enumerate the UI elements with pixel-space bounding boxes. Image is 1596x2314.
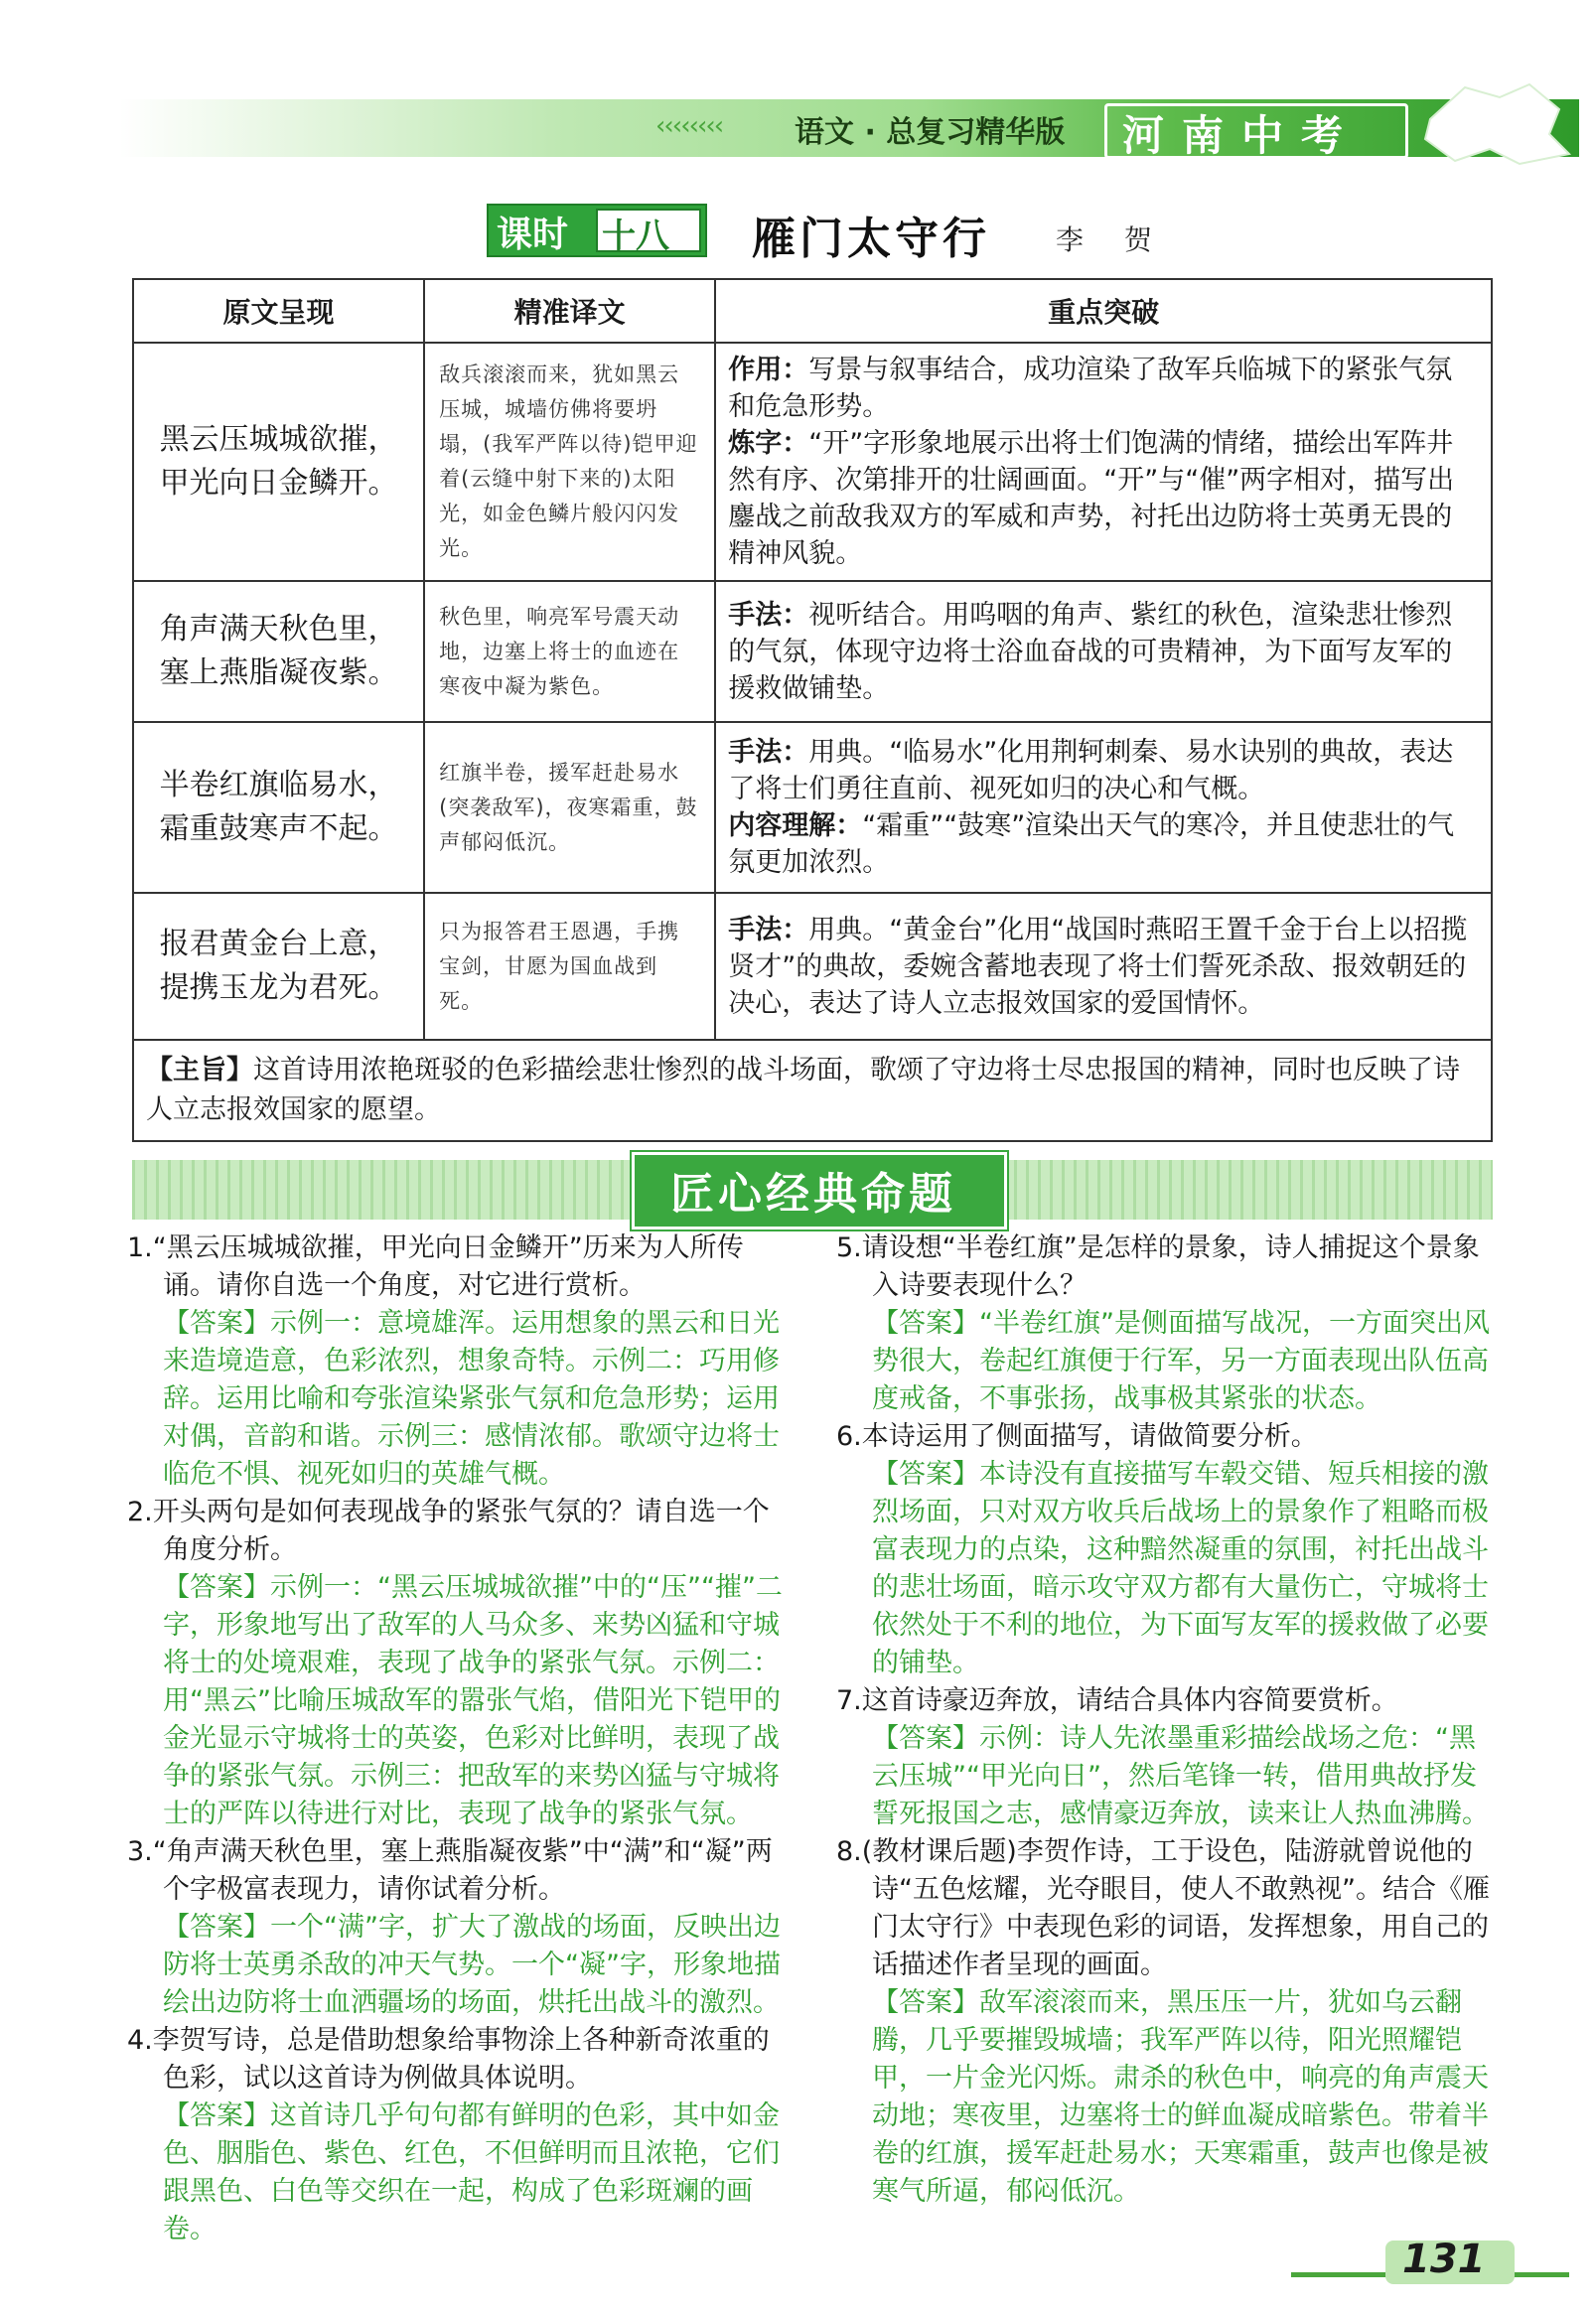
- theme-label: 【主旨】: [146, 1055, 253, 1085]
- question: [127, 1229, 783, 1305]
- table-row: [133, 581, 1492, 722]
- original-line: 黑云压城城欲摧，甲光向日金鳞开。: [133, 343, 424, 581]
- table-row: [133, 893, 1492, 1040]
- answer-tag: 【答案】: [872, 1459, 979, 1490]
- question-text: 李贺写诗，总是借助想象给事物涂上各种新奇浓重的色彩，试以这首诗为例做具体说明。: [152, 2025, 770, 2094]
- page-number: 131: [1402, 2237, 1486, 2282]
- answer: [872, 1305, 1497, 1418]
- question-number: 5.: [836, 1232, 862, 1263]
- answer-text: 这首诗几乎句句都有鲜明的色彩，其中如金色、胭脂色、紫色、红色，不但鲜明而且浓艳，它们跟黑色、白色等交织在一起，构成了色彩斑斓的画卷。: [163, 2100, 780, 2244]
- answer: [163, 1305, 783, 1494]
- question-number: 3.: [127, 1836, 153, 1867]
- point-text: “霜重”“鼓寒”渲染出天气的寒冷，并且使悲壮的气氛更加浓烈。: [728, 810, 1455, 878]
- question-number: 4.: [127, 2025, 153, 2056]
- poem-title: 雁门太守行: [752, 214, 990, 264]
- key-points: [715, 343, 1492, 581]
- answer-text: 示例一：“黑云压城城欲摧”中的“压”“摧”二字，形象地写出了敌军的人马众多、来势凶猛和守城将士的处境艰难，表现了战争的紧张气氛。示例二：用“黑云”比喻压城敌军的嚣张气焰，借阳光下铠甲的金光显示守城将士的英姿，色彩对比鲜明，表现了战争的紧张气氛。示例三：把敌军的来势凶猛与守城将士的严阵以待进行对比，表现了战争的紧张气氛。: [163, 1572, 783, 1829]
- table-row: [133, 722, 1492, 893]
- answer: [872, 1720, 1497, 1833]
- translation-text: 只为报答君王恩遇，手携宝剑，甘愿为国血战到死。: [424, 893, 715, 1040]
- key-points: [715, 581, 1492, 722]
- original-line: 半卷红旗临易水，霜重鼓寒声不起。: [133, 722, 424, 893]
- question: [836, 1682, 1497, 1720]
- series-title: 语文 · 总复习精华版: [795, 115, 1066, 150]
- section-title: 匠心经典命题: [670, 1169, 956, 1220]
- question-text: “黑云压城城欲摧，甲光向日金鳞开”历来为人所传诵。请你自选一个角度，对它进行赏析。: [152, 1232, 744, 1301]
- answer-text: 示例：诗人先浓墨重彩描绘战场之危：“黑云压城”“甲光向日”，然后笔锋一转，借用典故抒发誓死报国之志，感情豪迈奔放，读来让人热血沸腾。: [872, 1723, 1489, 1829]
- lesson-tag: 课时: [497, 215, 569, 255]
- answer-tag: 【答案】: [163, 2100, 270, 2131]
- original-line: 角声满天秋色里，塞上燕脂凝夜紫。: [133, 581, 424, 722]
- header-original: 原文呈现: [133, 279, 424, 343]
- answer-text: 敌军滚滚而来，黑压压一片，犹如乌云翻腾，几乎要摧毁城墙；我军严阵以待，阳光照耀铠甲，一片金光闪烁。肃杀的秋色中，响亮的角声震天动地；寒夜里，边塞将士的鲜血凝成暗紫色。带着半卷的红旗，援军赶赴易水；天寒霜重，鼓声也像是被寒气所逼，郁闷低沉。: [872, 1987, 1489, 2207]
- point-text: 用典。“临易水”化用荆轲刺秦、易水诀别的典故，表达了将士们勇往直前、视死如归的决心和气概。: [728, 737, 1454, 804]
- lesson-number: 十八: [602, 217, 669, 256]
- questions-right-column: [836, 1229, 1497, 2211]
- question-text: (教材课后题)李贺作诗，工于设色，陆游就曾说他的诗“五色炫耀，光夺眼目，使人不敢熟视”。结合《雁门太守行》中表现色彩的词语，发挥想象，用自己的话描述作者呈现的画面。: [861, 1836, 1490, 1980]
- answer: [163, 1909, 783, 2022]
- point-label: 内容理解：: [728, 810, 863, 841]
- questions-left-column: [127, 1229, 783, 2248]
- point-text: 视听结合。用呜咽的角声、紫红的秋色，渲染悲壮惨烈的气氛，体现守边将士浴血奋战的可贵精神，为下面写友军的援救做铺垫。: [728, 599, 1453, 704]
- question: [127, 1494, 783, 1569]
- header-key-points: 重点突破: [715, 279, 1492, 343]
- point-label: 作用：: [728, 355, 809, 385]
- answer: [163, 2097, 783, 2248]
- original-line: 报君黄金台上意，提携玉龙为君死。: [133, 893, 424, 1040]
- question-number: 6.: [836, 1421, 862, 1452]
- question-text: 开头两句是如何表现战争的紧张气氛的？请自选一个角度分析。: [152, 1497, 770, 1565]
- table-header-row: [133, 279, 1492, 343]
- answer-tag: 【答案】: [872, 1308, 979, 1339]
- translation-text: 敌兵滚滚而来，犹如黑云压城，城墙仿佛将要坍塌，(我军严阵以待)铠甲迎着(云缝中射下来的)太阳光，如金色鳞片般闪闪发光。: [424, 343, 715, 581]
- question-number: 2.: [127, 1497, 153, 1527]
- answer-tag: 【答案】: [163, 1308, 270, 1339]
- header-translation: 精准译文: [424, 279, 715, 343]
- question-text: 请设想“半卷红旗”是怎样的景象，诗人捕捉这个景象入诗要表现什么？: [861, 1232, 1480, 1301]
- answer-tag: 【答案】: [163, 1572, 270, 1603]
- question-text: 这首诗豪迈奔放，请结合具体内容简要赏析。: [861, 1685, 1398, 1716]
- answer-text: “半卷红旗”是侧面描写战况，一方面突出风势很大，卷起红旗便于行军，另一方面表现出队伍高度戒备，不事张扬，战事极其紧张的状态。: [872, 1308, 1490, 1414]
- question-number: 8.: [836, 1836, 862, 1867]
- question: [836, 1418, 1497, 1456]
- answer-tag: 【答案】: [872, 1723, 979, 1754]
- region-title: 河南中考: [1122, 111, 1362, 160]
- question: [836, 1833, 1497, 1984]
- answer-tag: 【答案】: [872, 1987, 979, 2018]
- answer: [872, 1456, 1497, 1682]
- theme-row: [133, 1040, 1492, 1141]
- answer: [872, 1984, 1497, 2211]
- question: [836, 1229, 1497, 1305]
- point-text: 写景与叙事结合，成功渲染了敌军兵临城下的紧张气氛和危急形势。: [728, 355, 1453, 422]
- question: [127, 1833, 783, 1909]
- theme-text: 这首诗用浓艳斑驳的色彩描绘悲壮惨烈的战斗场面，歌颂了守边将士尽忠报国的精神，同时也反映了诗人立志报效国家的愿望。: [146, 1055, 1460, 1125]
- theme-cell: [133, 1040, 1492, 1141]
- translation-text: 红旗半卷，援军赶赴易水(突袭敌军)，夜寒霜重，鼓声郁闷低沉。: [424, 722, 715, 893]
- point-text: 用典。“黄金台”化用“战国时燕昭王置千金于台上以招揽贤才”的典故，委婉含蓄地表现了将士们誓死杀敌、报效朝廷的决心，表达了诗人立志报效国家的爱国情怀。: [728, 914, 1468, 1019]
- point-label: 手法：: [728, 737, 809, 768]
- question: [127, 2022, 783, 2097]
- question-text: 本诗运用了侧面描写，请做简要分析。: [861, 1421, 1318, 1452]
- question-number: 1.: [127, 1232, 153, 1263]
- point-text: “开”字形象地展示出将士们饱满的情绪，描绘出军阵井然有序、次第排开的壮阔画面。“开”与“催”两字相对，描写出鏖战之前敌我双方的军威和声势，衬托出边防将士英勇无畏的精神风貌。: [728, 428, 1455, 569]
- poem-author: 李 贺: [1056, 223, 1168, 256]
- key-points: [715, 893, 1492, 1040]
- translation-text: 秋色里，响亮军号震天动地，边塞上将士的血迹在寒夜中凝为紫色。: [424, 581, 715, 722]
- point-label: 手法：: [728, 599, 809, 631]
- question-text: “角声满天秋色里，塞上燕脂凝夜紫”中“满”和“凝”两个字极富表现力，请你试着分析。: [152, 1836, 773, 1905]
- henan-map-icon: [1410, 79, 1579, 169]
- answer-text: 一个“满”字，扩大了激战的场面，反映出边防将士英勇杀敌的冲天气势。一个“凝”字，形象地描绘出边防将士血洒疆场的场面，烘托出战斗的激烈。: [163, 1912, 781, 2018]
- answer: [163, 1569, 783, 1833]
- table-row: [133, 343, 1492, 581]
- chevron-decoration: ‹‹‹‹‹‹‹‹: [655, 111, 723, 141]
- point-label: 手法：: [728, 914, 809, 945]
- key-points: [715, 722, 1492, 893]
- analysis-table: [132, 278, 1493, 1142]
- answer-text: 示例一：意境雄浑。运用想象的黑云和日光来造境造意，色彩浓烈，想象奇特。示例二：巧用修辞。运用比喻和夸张渲染紧张气氛和危急形势；运用对偶，音韵和谐。示例三：感情浓郁。歌颂守边将士临危不惧、视死如归的英雄气概。: [163, 1308, 780, 1490]
- question-number: 7.: [836, 1685, 862, 1716]
- answer-text: 本诗没有直接描写车毂交错、短兵相接的激烈场面，只对双方收兵后战场上的景象作了粗略而极富表现力的点染，这种黯然凝重的氛围，衬托出战斗的悲壮场面，暗示攻守双方都有大量伤亡，守城将士依然处于不利的地位，为下面写友军的援救做了必要的铺垫。: [872, 1459, 1489, 1678]
- answer-tag: 【答案】: [163, 1912, 270, 1943]
- point-label: 炼字：: [728, 428, 809, 459]
